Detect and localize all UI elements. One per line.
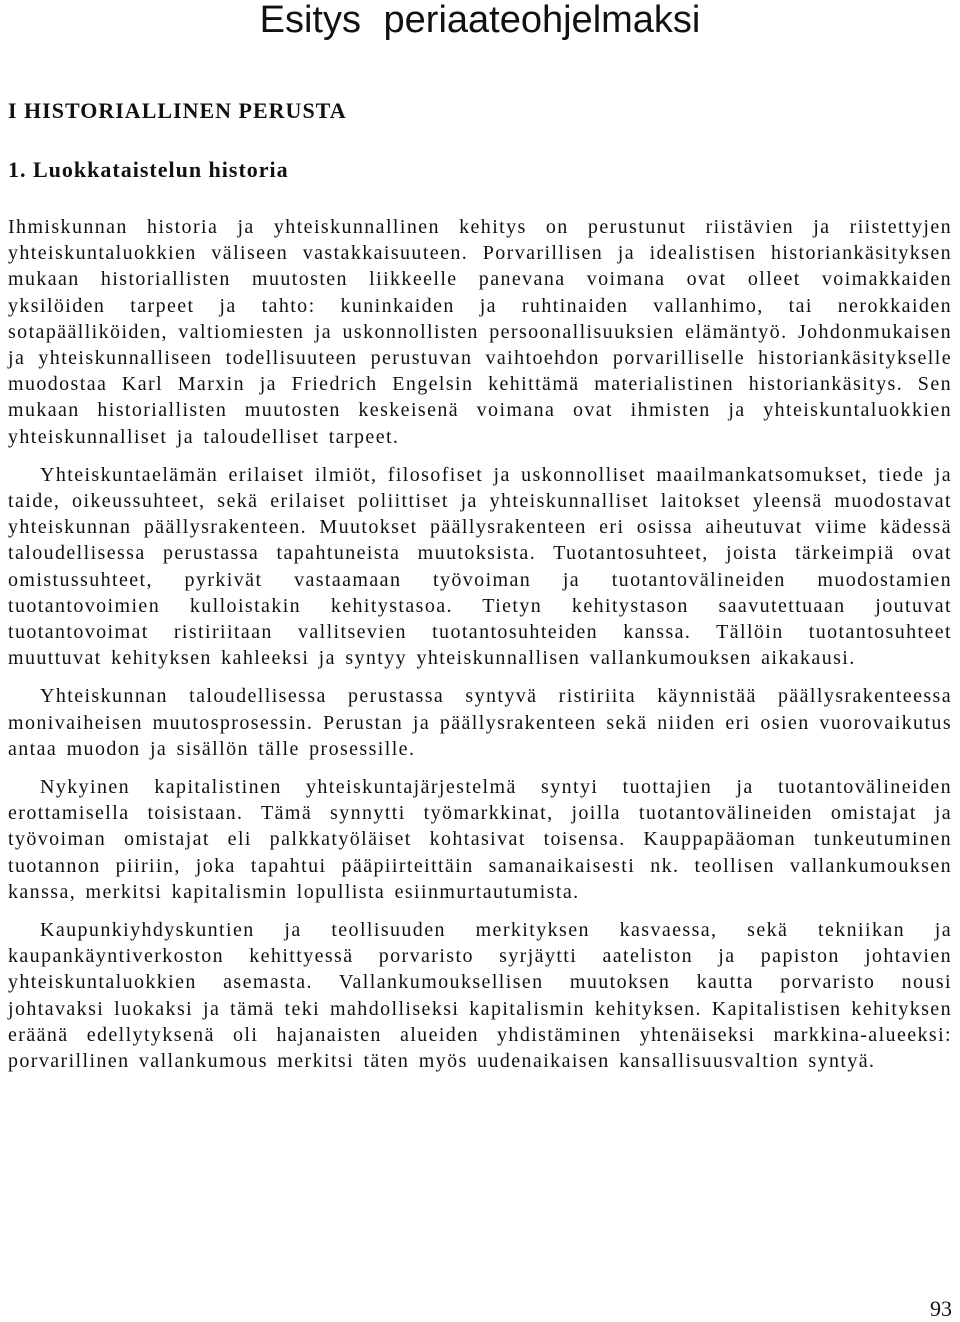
document-title: Esitys periaateohjelmaksi [259, 0, 701, 41]
paragraph: Yhteiskuntaelämän erilaiset ilmiöt, filosofiset ja uskonnolliset maailmankatsomukset, tiede ja taide, oikeussuhteet, sekä erilaiset poliittiset ja yhteiskunnalliset laitokset yleensä muodostavat yhteiskunnan päällysrakenteen. Muutokset päällysrakenteen eri osissa aiheutuvat viime kädessä taloudellisessa perustassa tapahtuneista muutoksista. Tuotantosuhteet, joista tärkeimpiä ovat omistussuhteet, pyrkivät vastaamaan työvoiman ja tuotantovälineiden muodostamien tuotantovoimien kulloistakin kehitystasoa. Tietyn kehitystason saavutettuaan joutuvat tuotantovoimat ristiriitaan vallitsevien tuotantosuhteiden kanssa. Tällöin tuotantosuhteet muuttuvat kehityksen kahleeksi ja syntyy yhteiskunnallisen vallankumouksen aikakausi. [8, 463, 952, 670]
section-heading: I HISTORIALLINEN PERUSTA [8, 98, 347, 123]
subsection-heading: 1. Luokkataistelun historia [8, 157, 289, 182]
paragraph: Nykyinen kapitalistinen yhteiskuntajärjestelmä syntyi tuottajien ja tuotantovälineiden erottamisella toisistaan. Tämä synnytti työmarkkinat, joilla tuotantovälineiden omistajat ja työvoiman omistajat eli palkkatyöläiset kohtasivat toisensa. Kauppapääoman tunkeutuminen tuotannon piiriin, joka tapahtui pääpiirteittäin samanaikaisesti nk. teollisen vallankumouksen kanssa, merkitsi kapitalismin lopullista esiinmurtautumista. [8, 776, 952, 903]
paragraph: Kaupunkiyhdyskuntien ja teollisuuden merkityksen kasvaessa, sekä tekniikan ja kaupankäyntiverkoston kehittyessä porvaristo syrjäytti aateliston ja papiston johtavien yhteiskuntaluokkien asemasta. Vallankumouksellisen muutoksen kautta porvaristo nousi johtavaksi luokaksi ja tämä teki mahdolliseksi kapitalismin kehityksen. Kapitalistisen kehityksen eräänä edellytyksenä oli hajanaisten alueiden yhdistäminen yhtenäiseksi markkina-alueeksi: porvarillinen vallankumous merkitsi täten myös uudenaikaisen kansallisuusvaltion syntyä. [8, 919, 952, 1073]
body-text [8, 214, 952, 1086]
paragraph: Ihmiskunnan historia ja yhteiskunnallinen kehitys on perustunut riistävien ja riistettyjen yhteiskuntaluokkien väliseen vastakkaisuuteen. Porvarillisen ja idealistisen historiankäsityksen mukaan historiallisten muutosten liikkeelle panevana voimana ovat olleet voimakkaiden yksilöiden tarpeet ja tahto: kuninkaiden ja ruhtinaiden vallanhimo, tai nerokkaiden sotapäälliköiden, valtiomiesten ja uskonnollisten persoonallisuuksien elämäntyö. Johdonmukaisen ja yhteiskunnalliseen todellisuuteen perustuvan vaihtoehdon porvarilliselle historiankäsitykselle muodostaa Karl Marxin ja Friedrich Engelsin kehittämä materialistinen historiankäsitys. Sen mukaan historiallisten muutosten keskeisenä voimana ovat ihmisten ja yhteiskuntaluokkien yhteiskunnalliset ja taloudelliset tarpeet. [8, 216, 952, 448]
paragraph: Yhteiskunnan taloudellisessa perustassa syntyvä ristiriita käynnistää päällysrakenteessa monivaiheisen muutosprosessin. Perustan ja päällysrakenteen sekä niiden eri osien vuorovaikutus antaa muodon ja sisällön tälle prosessille. [8, 685, 952, 760]
page-number: 93 [930, 1296, 952, 1321]
